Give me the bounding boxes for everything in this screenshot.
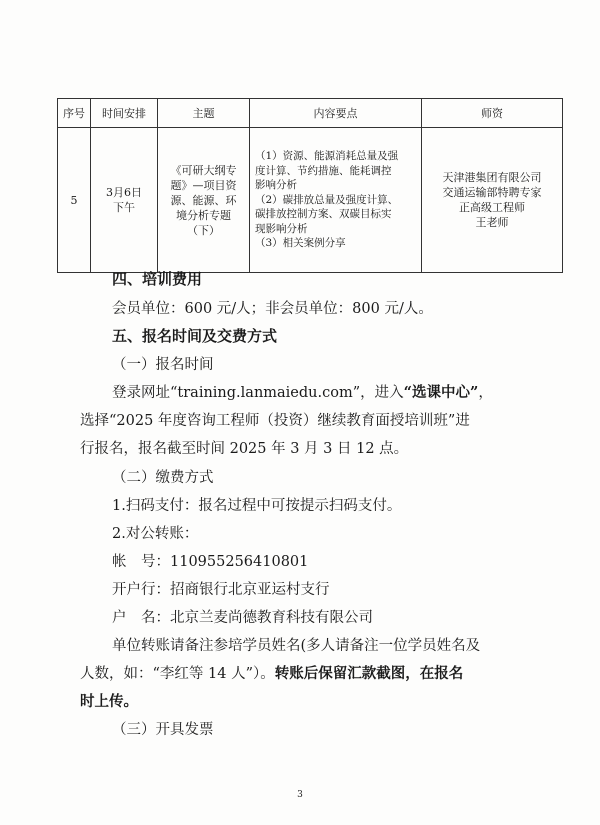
bank-name: 开户行：招商银行北京亚运村支行 xyxy=(112,582,330,598)
content-line: 碳排放控制方案、双碳目标实 xyxy=(255,208,392,221)
cell-topic xyxy=(158,128,250,273)
header-no: 序号 xyxy=(58,99,91,128)
payment-qr: 1.扫码支付：报名过程中可按提示扫码支付。 xyxy=(112,498,402,514)
cell-teacher xyxy=(422,128,563,273)
registration-line-2: 选择“2025 年度咨询工程师（投资）继续教育面授培训班”进 xyxy=(80,413,470,429)
teacher-line: 王老师 xyxy=(475,216,509,229)
transfer-note-line-3: 时上传。 xyxy=(80,693,138,710)
topic-line: 境分析专题 xyxy=(176,208,231,222)
topic-line: 题》—项目资 xyxy=(170,178,237,192)
content-line: （3）相关案例分享 xyxy=(255,237,346,250)
registration-comma: ， xyxy=(478,385,493,401)
header-topic: 主题 xyxy=(158,99,250,128)
transfer-note-example: 人数，如：“李红等 14 人”）。 xyxy=(80,666,275,682)
payment-transfer: 2.对公转账： xyxy=(112,526,199,542)
header-teacher: 师资 xyxy=(422,99,563,128)
schedule-table xyxy=(57,98,563,273)
fee-text: 会员单位：600 元/人；非会员单位：800 元/人。 xyxy=(112,301,433,317)
topic-line: 源、能源、环 xyxy=(170,193,237,207)
content-line: 现影响分析 xyxy=(255,222,308,235)
course-center-link: “选课中心” xyxy=(403,384,479,401)
topic-line: （下） xyxy=(187,223,220,237)
content-line: 影响分析 xyxy=(255,179,297,192)
header-content: 内容要点 xyxy=(250,99,422,128)
subheading-invoice: （三）开具发票 xyxy=(112,722,214,738)
topic-line: 《可研大纲专 xyxy=(170,163,237,177)
header-time: 时间安排 xyxy=(91,99,158,128)
page-number: 3 xyxy=(297,790,303,800)
section-heading-fees: 四、培训费用 xyxy=(112,270,203,288)
registration-text: 登录网址“training.lanmaiedu.com”，进入 xyxy=(112,385,404,401)
teacher-line: 交通运输部特聘专家 xyxy=(442,186,542,199)
table-row xyxy=(58,128,563,273)
cell-content xyxy=(250,128,422,273)
cell-no: 5 xyxy=(58,128,91,273)
transfer-note-bold: 转账后保留汇款截图，在报名 xyxy=(274,665,464,682)
cell-time-date: 3月6日 xyxy=(106,186,142,199)
transfer-note-line-2 xyxy=(80,662,463,683)
table-header-row xyxy=(58,99,563,128)
content-line: 度计算、节约措施、能耗调控 xyxy=(255,164,392,177)
content-line: （1）资源、能源消耗总量及强 xyxy=(255,150,399,163)
content-line: （2）碳排放总量及强度计算、 xyxy=(255,193,399,206)
section-heading-registration: 五、报名时间及交费方式 xyxy=(112,327,278,345)
registration-line-3: 行报名，报名截至时间 2025 年 3 月 3 日 12 点。 xyxy=(80,441,409,457)
cell-time-period: 下午 xyxy=(113,201,135,214)
subheading-payment: （二）缴费方式 xyxy=(112,470,214,486)
transfer-note-line-1: 单位转账请备注参培学员姓名(多人请备注一位学员姓名及 xyxy=(112,638,481,654)
teacher-line: 正高级工程师 xyxy=(459,201,525,214)
account-number: 帐 号：110955256410801 xyxy=(112,554,309,570)
subheading-registration-time: （一）报名时间 xyxy=(112,357,214,373)
account-holder: 户 名：北京兰麦尚德教育科技有限公司 xyxy=(112,610,373,626)
cell-time xyxy=(91,128,158,273)
teacher-line: 天津港集团有限公司 xyxy=(442,171,542,184)
registration-line-1 xyxy=(112,381,493,402)
